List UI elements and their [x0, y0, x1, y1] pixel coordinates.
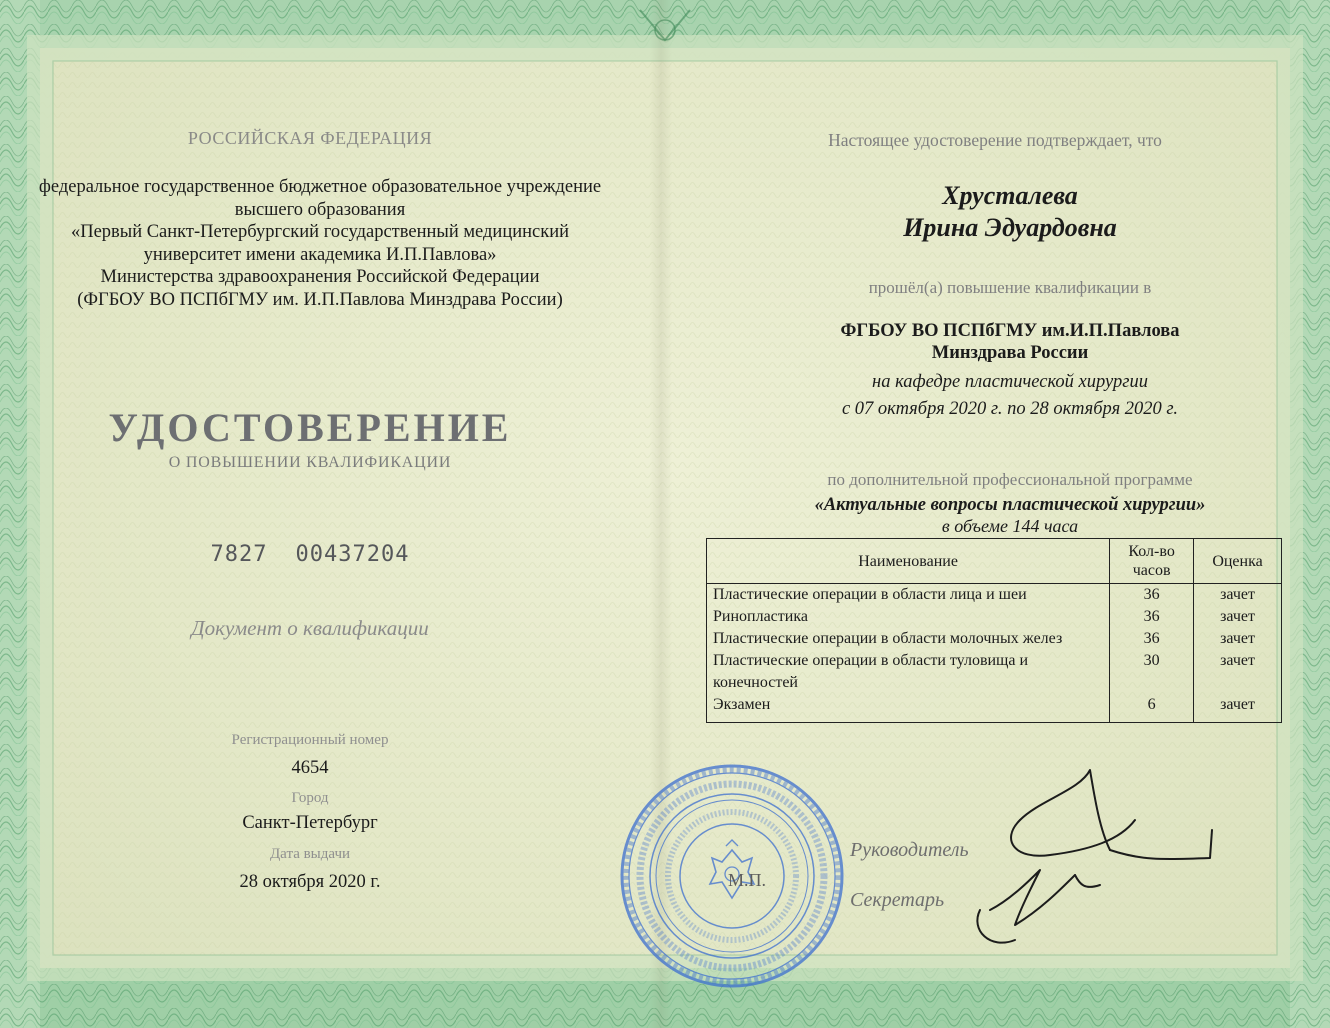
subject-hours: 36 — [1110, 584, 1194, 607]
table-row — [707, 694, 1282, 723]
department: на кафедре пластической хирургии — [872, 372, 1148, 392]
document-serial-number — [120, 542, 500, 567]
program-title: «Актуальные вопросы пластической хирургии» — [814, 495, 1206, 515]
subject-hours: 6 — [1110, 694, 1194, 723]
study-period: с 07 октября 2020 г. по 28 октября 2020 г. — [841, 399, 1179, 419]
document-subtitle: О ПОВЫШЕНИИ КВАЛИФИКАЦИИ — [168, 454, 452, 471]
head-label: Руководитель — [850, 839, 969, 861]
program-label: по дополнительной профессиональной программе — [827, 470, 1193, 489]
subjects-table — [706, 538, 1282, 723]
series: 7827 — [210, 542, 268, 567]
issue-date-value: 28 октября 2020 г. — [239, 872, 381, 892]
seal-place-label: М.П. — [728, 870, 767, 890]
subject-grade: зачет — [1194, 606, 1282, 628]
confirm-text: Настоящее удостоверение подтверждает, что — [828, 130, 1162, 150]
subject-grade: зачет — [1194, 628, 1282, 650]
document-title: УДОСТОВЕРЕНИЕ — [108, 405, 512, 450]
subject-name: Пластические операции в области лица и шеи — [707, 584, 1110, 607]
city-label: Город — [291, 790, 329, 806]
subject-hours: 36 — [1110, 606, 1194, 628]
table-row — [707, 584, 1282, 607]
subject-grade: зачет — [1194, 650, 1282, 694]
header-hours: Кол-во часов — [1110, 539, 1194, 584]
org-line: федеральное государственное бюджетное образовательное учреждение — [38, 177, 602, 197]
subject-hours: 36 — [1110, 628, 1194, 650]
org-line: (ФГБОУ ВО ПСПбГМУ им. И.П.Павлова Минздрава России) — [77, 289, 563, 310]
table-row — [707, 650, 1282, 694]
country-label: РОССИЙСКАЯ ФЕДЕРАЦИЯ — [187, 128, 433, 148]
document-kind: Документ о квалификации — [191, 616, 429, 640]
institution-name — [760, 320, 1260, 364]
institution-line: ФГБОУ ВО ПСПбГМУ им.И.П.Павлова — [840, 321, 1180, 341]
program-volume: в объеме 144 часа — [941, 516, 1079, 536]
table-row — [707, 628, 1282, 650]
org-line: «Первый Санкт-Петербургский государственный медицинский — [70, 222, 570, 242]
table-row — [707, 606, 1282, 628]
organization-name — [20, 176, 620, 311]
issue-date-label: Дата выдачи — [269, 846, 351, 862]
header-name: Наименование — [707, 539, 1110, 584]
holder-name — [760, 180, 1260, 244]
passed-text: прошёл(а) повышение квалификации в — [868, 278, 1152, 297]
handwritten-signatures — [960, 760, 1220, 960]
table-header-row — [707, 539, 1282, 584]
subject-name: Ринопластика — [707, 606, 1110, 628]
subject-name: Экзамен — [707, 694, 1110, 723]
subject-grade: зачет — [1194, 694, 1282, 723]
subject-grade: зачет — [1194, 584, 1282, 607]
org-line: университет имени академика И.П.Павлова» — [143, 244, 497, 265]
subject-hours: 30 — [1110, 650, 1194, 694]
holder-surname: Хрусталева — [942, 181, 1078, 210]
secretary-label: Секретарь — [850, 889, 945, 911]
institution-line: Минздрава России — [931, 343, 1089, 363]
subject-name: Пластические операции в области туловища и конечностей — [707, 650, 1110, 694]
subject-name: Пластические операции в области молочных желез — [707, 628, 1110, 650]
org-line: Министерства здравоохранения Российской Федерации — [100, 267, 540, 287]
header-grade: Оценка — [1194, 539, 1282, 584]
city-value: Санкт-Петербург — [242, 813, 378, 833]
registration-value: 4654 — [291, 758, 329, 778]
number: 00437204 — [295, 542, 410, 567]
registration-label: Регистрационный номер — [231, 732, 389, 748]
org-line: высшего образования — [234, 199, 406, 220]
holder-given-name: Ирина Эдуардовна — [903, 213, 1117, 242]
